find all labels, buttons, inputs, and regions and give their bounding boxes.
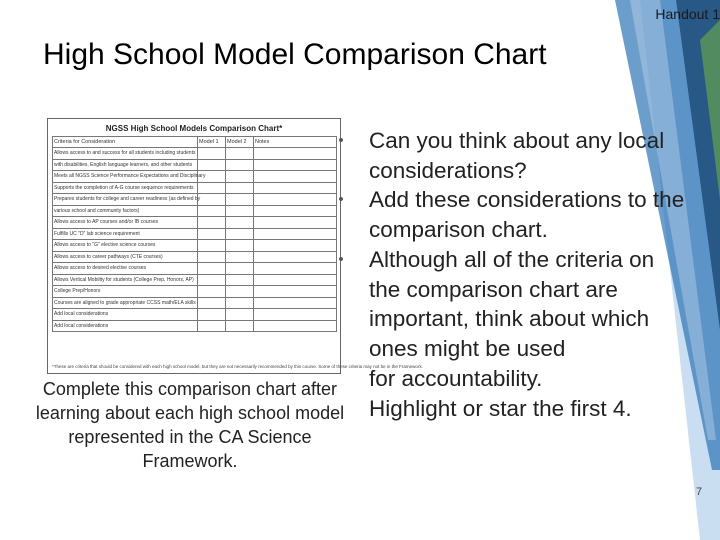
bullet-continuation <box>369 364 632 423</box>
empty-cell <box>254 251 337 263</box>
thumbnail-row <box>53 240 337 252</box>
empty-cell <box>198 194 226 206</box>
thumbnail-row <box>53 309 337 321</box>
empty-cell <box>226 148 254 160</box>
empty-cell <box>254 240 337 252</box>
empty-cell <box>226 194 254 206</box>
empty-cell <box>198 309 226 321</box>
criteria-cell: College Prep/Honors <box>53 286 198 298</box>
bullet-icon: • <box>338 250 344 268</box>
empty-cell <box>226 274 254 286</box>
empty-cell <box>198 263 226 275</box>
empty-cell <box>226 309 254 321</box>
thumbnail-row <box>53 205 337 217</box>
empty-cell <box>226 251 254 263</box>
empty-cell <box>254 297 337 309</box>
empty-cell <box>198 228 226 240</box>
empty-cell <box>226 182 254 194</box>
thumbnail-row <box>53 251 337 263</box>
empty-cell <box>254 159 337 171</box>
empty-cell <box>226 297 254 309</box>
handout-label: Handout 1 <box>655 6 720 22</box>
page-number: 7 <box>696 486 703 498</box>
empty-cell <box>198 320 226 332</box>
empty-cell <box>226 217 254 229</box>
empty-cell <box>254 286 337 298</box>
empty-cell <box>254 217 337 229</box>
empty-cell <box>254 194 337 206</box>
bullet-continuation-line: Highlight or star the first 4. <box>369 395 632 421</box>
thumbnail-row <box>53 320 337 332</box>
bullet-icon: • <box>338 191 344 209</box>
criteria-cell: Supports the completion of A-G course sequence requirements <box>53 182 198 194</box>
empty-cell <box>254 148 337 160</box>
empty-cell <box>226 263 254 275</box>
thumbnail-row <box>53 217 337 229</box>
empty-cell <box>226 205 254 217</box>
thumbnail-row <box>53 194 337 206</box>
thumbnail-rows <box>53 148 337 332</box>
column-header: Model 2 <box>226 137 254 148</box>
criteria-cell: Allows access to desired elective courses <box>53 263 198 275</box>
criteria-cell: Allows access to and success for all students including students <box>53 148 198 160</box>
empty-cell <box>254 320 337 332</box>
empty-cell <box>198 159 226 171</box>
empty-cell <box>198 274 226 286</box>
thumbnail-title: NGSS High School Models Comparison Chart* <box>105 124 283 133</box>
bullet-text: Although all of the criteria on the comparison chart are important, think about which ones might be used <box>369 246 655 361</box>
empty-cell <box>254 263 337 275</box>
criteria-cell: Prepares students for college and career readiness (as defined by <box>53 194 198 206</box>
empty-cell <box>198 182 226 194</box>
bullet-continuation-line: for accountability. <box>369 366 543 391</box>
empty-cell <box>226 286 254 298</box>
bullet-text: Add these considerations to the comparison chart. <box>369 187 685 243</box>
bullet-item <box>330 185 690 244</box>
thumbnail-row <box>53 297 337 309</box>
bullet-list <box>330 126 690 364</box>
empty-cell <box>254 182 337 194</box>
thumbnail-row <box>53 263 337 275</box>
bullet-icon: • <box>338 132 344 149</box>
criteria-cell: various school and community factors) <box>53 205 198 217</box>
bullet-item <box>330 245 690 364</box>
empty-cell <box>254 274 337 286</box>
thumbnail-header-row <box>53 137 337 148</box>
empty-cell <box>254 309 337 321</box>
thumbnail-footnote: *These are criteria that should be considered with each high school model, but they are not necessarily recommended by this course. Some of these criteria may not be in the Framework. <box>52 364 423 369</box>
criteria-cell: Allows access to "G" elective science courses <box>53 240 198 252</box>
empty-cell <box>198 251 226 263</box>
thumbnail-row <box>53 274 337 286</box>
criteria-cell: Fulfills UC "D" lab science requirement <box>53 228 198 240</box>
criteria-cell: Courses are aligned to grade appropriate CCSS math/ELA skills <box>53 297 198 309</box>
empty-cell <box>226 320 254 332</box>
criteria-cell: Allows access to AP courses and/or IB courses <box>53 217 198 229</box>
column-header: Criteria for Consideration <box>53 137 198 148</box>
thumbnail-row <box>53 171 337 183</box>
slide-title: High School Model Comparison Chart <box>43 38 547 71</box>
bullet-text: Can you think about any local considerations? <box>369 128 665 183</box>
criteria-cell: Meets all NGSS Science Performance Expectations and Disciplinary <box>53 171 198 183</box>
empty-cell <box>226 228 254 240</box>
column-header: Notes <box>254 137 337 148</box>
bullet-item <box>330 126 690 185</box>
empty-cell <box>254 205 337 217</box>
empty-cell <box>226 240 254 252</box>
thumbnail-row <box>53 148 337 160</box>
empty-cell <box>198 148 226 160</box>
empty-cell <box>254 228 337 240</box>
thumbnail-table <box>52 136 337 332</box>
thumbnail-row <box>53 228 337 240</box>
empty-cell <box>198 297 226 309</box>
thumbnail-row <box>53 182 337 194</box>
criteria-cell: Allows Vertical Mobility for students (College Prep, Honors, AP) <box>53 274 198 286</box>
comparison-chart-thumbnail <box>47 118 423 374</box>
empty-cell <box>198 217 226 229</box>
empty-cell <box>226 171 254 183</box>
criteria-cell: Add local considerations <box>53 309 198 321</box>
empty-cell <box>198 205 226 217</box>
criteria-cell: with disabilities, English language learners, and other students <box>53 159 198 171</box>
criteria-cell: Allows access to career pathways (CTE courses) <box>53 251 198 263</box>
instruction-caption: Complete this comparison chart after learning about each high school model represented in the CA Science Framework. <box>35 379 345 471</box>
thumbnail-row <box>53 159 337 171</box>
thumbnail-row <box>53 286 337 298</box>
empty-cell <box>226 159 254 171</box>
empty-cell <box>198 286 226 298</box>
criteria-cell: Add local considerations <box>53 320 198 332</box>
empty-cell <box>198 240 226 252</box>
column-header: Model 1 <box>198 137 226 148</box>
empty-cell <box>254 171 337 183</box>
